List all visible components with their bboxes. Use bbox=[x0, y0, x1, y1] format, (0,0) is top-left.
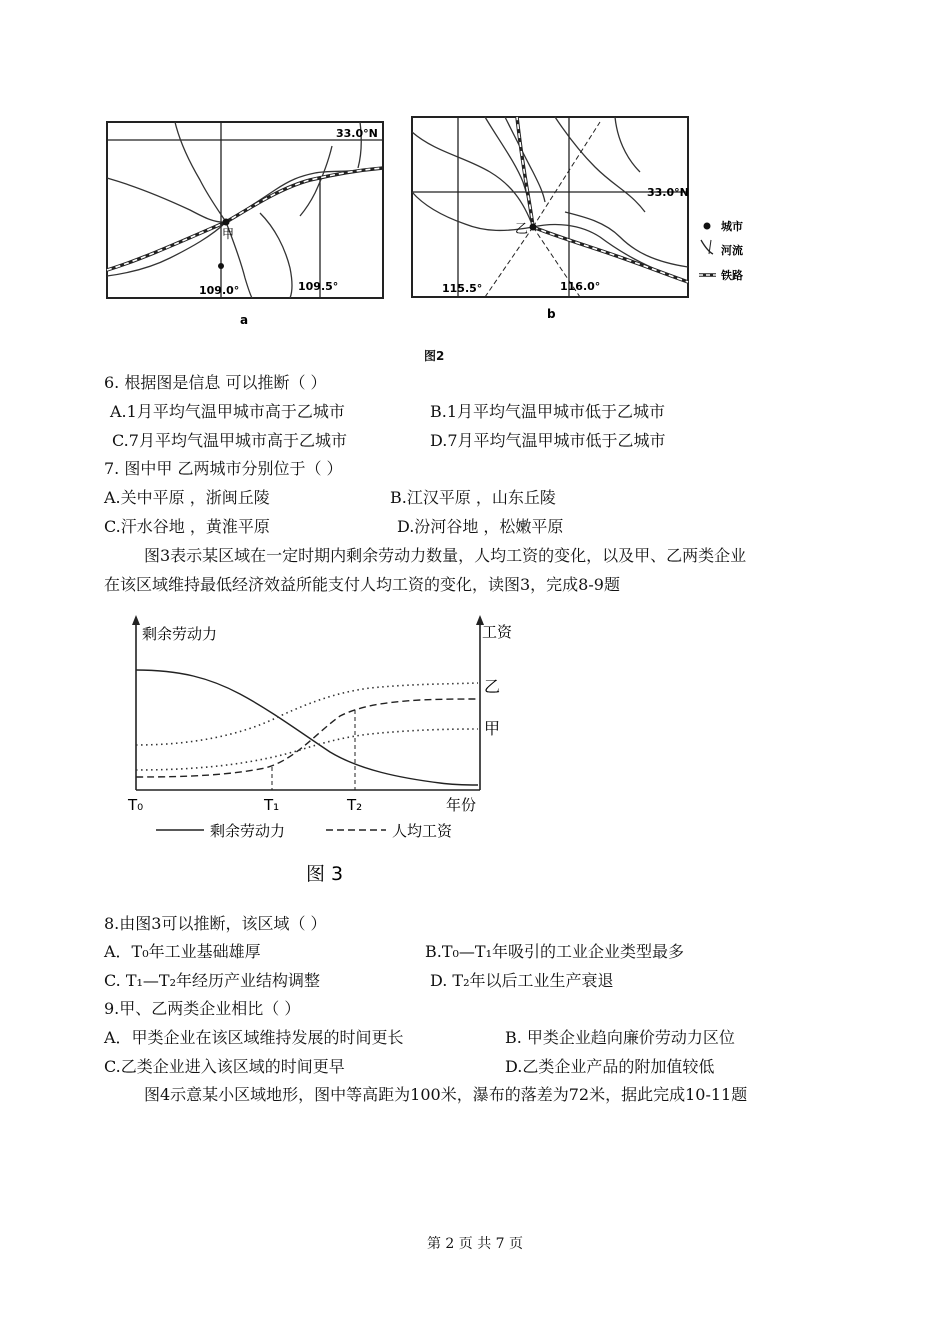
tick-t2: T₂ bbox=[347, 796, 363, 814]
lat-label-a: 33.0°N bbox=[336, 127, 378, 140]
figure-3-intro-line-2: 在该区域维持最低经济效益所能支付人均工资的变化，读图3，完成8-9题 bbox=[104, 575, 620, 594]
figure-2-map-b bbox=[405, 112, 785, 327]
x-axis-label: 年份 bbox=[446, 796, 477, 814]
lon-right-label-b: 116.0° bbox=[560, 280, 601, 293]
map-legend bbox=[699, 219, 743, 282]
question-8-stem: 8.由图3可以推断，该区域（ ） bbox=[104, 914, 327, 933]
question-6-option-b: B.1月平均气温甲城市低于乙城市 bbox=[430, 402, 666, 421]
question-9-option-b: B. 甲类企业趋向廉价劳动力区位 bbox=[505, 1028, 735, 1047]
lon-left-label-b: 115.5° bbox=[442, 282, 483, 295]
question-7-option-b: B.江汉平原 ，山东丘陵 bbox=[390, 488, 556, 507]
figure-3-chart bbox=[100, 612, 520, 892]
question-9-option-c: C.乙类企业进入该区域的时间更早 bbox=[104, 1057, 345, 1076]
question-9-stem: 9.甲、乙两类企业相比（ ） bbox=[104, 999, 301, 1018]
question-8-option-d: D. T₂年以后工业生产衰退 bbox=[430, 971, 614, 990]
tick-t1: T₁ bbox=[264, 796, 280, 814]
lat-label-b: 33.0°N bbox=[647, 186, 689, 199]
question-9-option-a: A．甲类企业在该区域维持发展的时间更长 bbox=[104, 1028, 404, 1047]
city-label-yi: 乙 bbox=[515, 222, 529, 237]
figure-4-intro: 图4示意某小区域地形，图中等高距为100米，瀑布的落差为72米，据此完成10-11题 bbox=[144, 1085, 748, 1104]
series-label-yi: 乙 bbox=[484, 677, 501, 696]
question-8-option-b: B.T₀—T₁年吸引的工业企业类型最多 bbox=[425, 942, 685, 961]
city-label-jia: 甲 bbox=[222, 227, 235, 241]
question-6-option-d: D.7月平均气温甲城市低于乙城市 bbox=[430, 431, 666, 450]
map-b-caption: b bbox=[547, 307, 556, 321]
figure-2-map-a bbox=[100, 118, 390, 328]
question-6-option-a: A.1月平均气温甲城市高于乙城市 bbox=[110, 402, 345, 421]
question-8-option-c: C. T₁—T₂年经历产业结构调整 bbox=[104, 971, 321, 990]
lon-right-label-a: 109.5° bbox=[298, 280, 339, 293]
y-axis-right-label: 工资 bbox=[482, 623, 513, 641]
question-6-stem: 6. 根据图是信息 可以推断（ ） bbox=[104, 373, 327, 392]
legend-city: 城市 bbox=[721, 220, 743, 233]
question-7-option-c: C.汗水谷地 ，黄淮平原 bbox=[104, 517, 270, 536]
series-label-jia: 甲 bbox=[484, 719, 501, 738]
y-axis-left-label: 剩余劳动力 bbox=[142, 625, 218, 643]
question-6-option-c: C.7月平均气温甲城市高于乙城市 bbox=[112, 431, 347, 450]
lon-left-label-a: 109.0° bbox=[199, 284, 240, 297]
tick-t0: T₀ bbox=[128, 796, 144, 814]
question-7-stem: 7. 图中甲 乙两城市分别位于（ ） bbox=[104, 459, 343, 478]
legend-railway: 铁路 bbox=[721, 269, 743, 282]
figure-3-caption: 图 3 bbox=[306, 863, 344, 885]
legend-dashed-label: 人均工资 bbox=[392, 822, 453, 840]
figure-3-intro-line-1: 图3表示某区域在一定时期内剩余劳动力数量，人均工资的变化，以及甲、乙两类企业 bbox=[144, 546, 747, 565]
page-footer: 第 2 页 共 7 页 bbox=[426, 1236, 524, 1252]
figure-2-caption: 图2 bbox=[424, 349, 445, 363]
legend-river: 河流 bbox=[721, 244, 743, 257]
question-9-option-d: D.乙类企业产品的附加值较低 bbox=[505, 1057, 715, 1076]
question-8-option-a: A．T₀年工业基础雄厚 bbox=[104, 942, 261, 961]
map-a-caption: a bbox=[240, 313, 249, 327]
question-7-option-a: A.关中平原 ，浙闽丘陵 bbox=[104, 488, 270, 507]
question-7-option-d: D.汾河谷地 ，松嫩平原 bbox=[397, 517, 564, 536]
legend-solid-label: 剩余劳动力 bbox=[210, 822, 286, 840]
